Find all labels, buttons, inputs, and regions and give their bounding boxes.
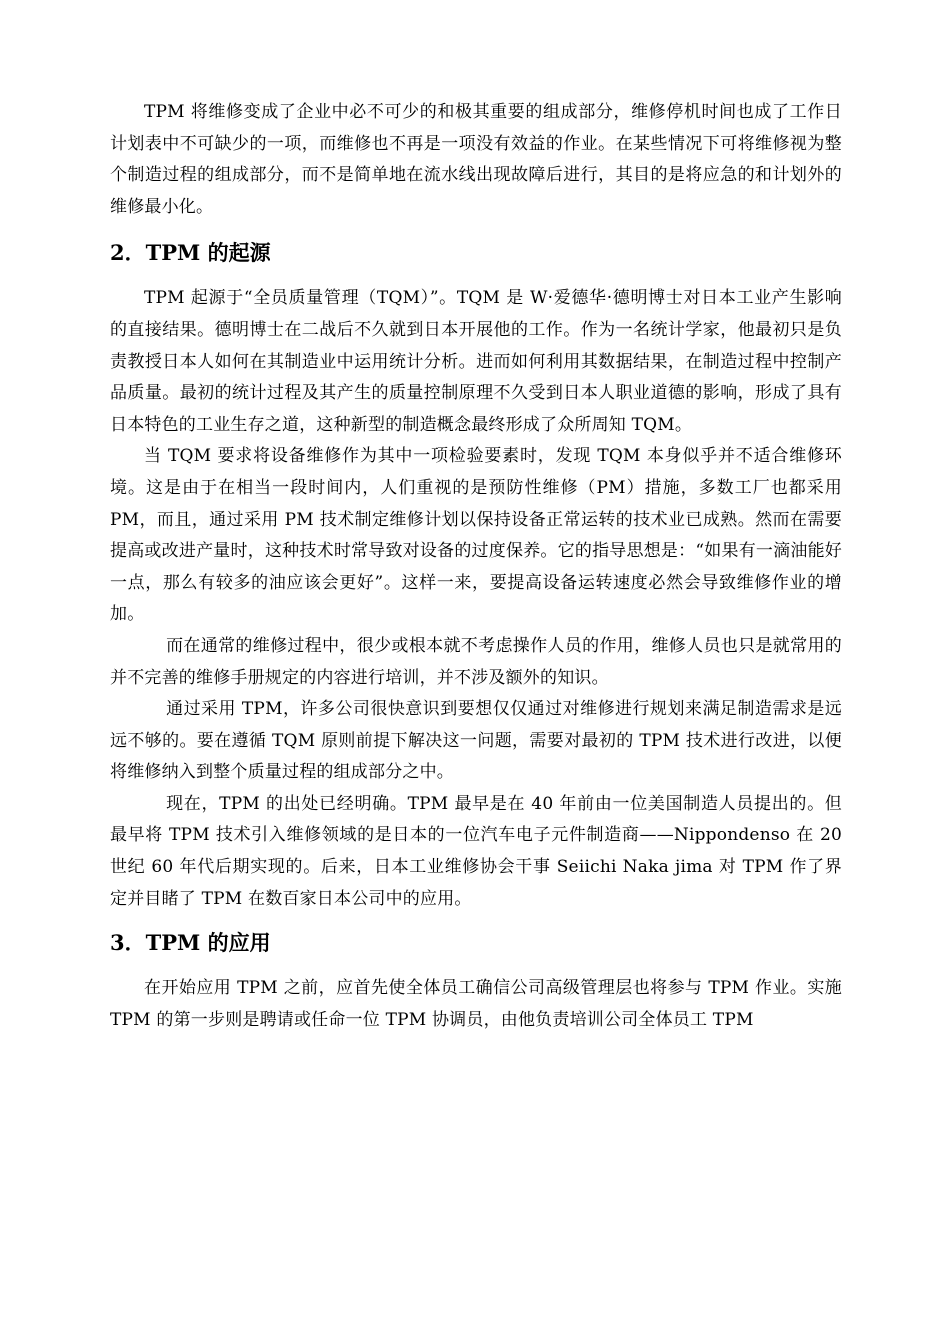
document-body [110, 97, 842, 1036]
section-heading-application: 3．TPM 的应用 [110, 930, 271, 956]
paragraph: 而在通常的维修过程中，很少或根本就不考虑操作人员的作用，维修人员也只是就常用的并不完善的维修手册规定的内容进行培训，并不涉及额外的知识。 [110, 635, 842, 688]
paragraph: TPM 起源于“全员质量管理（TQM）”。TQM 是 W·爱德华·德明博士对日本工业产生影响的直接结果。德明博士在二战后不久就到日本开展他的工作。作为一名统计学家，他最初只是负责教授日本人如何在其制造业中运用统计分析。进而如何利用其数据结果，在制造过程中控制产品质量。最初的统计过程及其产生的质量控制原理不久受到日本人职业道德的影响，形成了具有日本特色的工业生存之道，这种新型的制造概念最终形成了众所周知 TQM。 [110, 288, 842, 435]
paragraph: 当 TQM 要求将设备维修作为其中一项检验要素时，发现 TQM 本身似乎并不适合维修环境。这是由于在相当一段时间内，人们重视的是预防性维修（PM）措施，多数工厂也都采用 PM，而且，通过采用 PM 技术制定维修计划以保持设备正常运转的技术业已成熟。然而在需要提高或改进产量时，这种技术时常导致对设备的过度保养。它的指导思想是：“如果有一滴油能好一点，那么有较多的油应该会更好”。这样一来，要提高设备运转速度必然会导致维修作业的增加。 [110, 446, 842, 625]
section-heading-origin: 2．TPM 的起源 [110, 240, 271, 266]
paragraph: 在开始应用 TPM 之前，应首先使全体员工确信公司高级管理层也将参与 TPM 作业。实施 TPM 的第一步则是聘请或任命一位 TPM 协调员，由他负责培训公司全体员工 TPM [110, 978, 842, 1030]
paragraph: 通过采用 TPM，许多公司很快意识到要想仅仅通过对维修进行规划来满足制造需求是远远不够的。要在遵循 TQM 原则前提下解决这一问题，需要对最初的 TPM 技术进行改进，以便将维修纳入到整个质量过程的组成部分之中。 [110, 699, 842, 783]
paragraph: 现在，TPM 的出处已经明确。TPM 最早是在 40 年前由一位美国制造人员提出的。但最早将 TPM 技术引入维修领域的是日本的一位汽车电子元件制造商——Nippondenso 在 20 世纪 60 年代后期实现的。后来，日本工业维修协会干事 Seiichi Naka jima 对 TPM 作了界定并目睹了 TPM 在数百家日本公司中的应用。 [110, 793, 842, 909]
intro-paragraph: TPM 将维修变成了企业中必不可少的和极其重要的组成部分，维修停机时间也成了工作日计划表中不可缺少的一项，而维修也不再是一项没有效益的作业。在某些情况下可将维修视为整个制造过程的组成部分，而不是简单地在流水线出现故障后进行，其目的是将应急的和计划外的维修最小化。 [110, 102, 842, 217]
